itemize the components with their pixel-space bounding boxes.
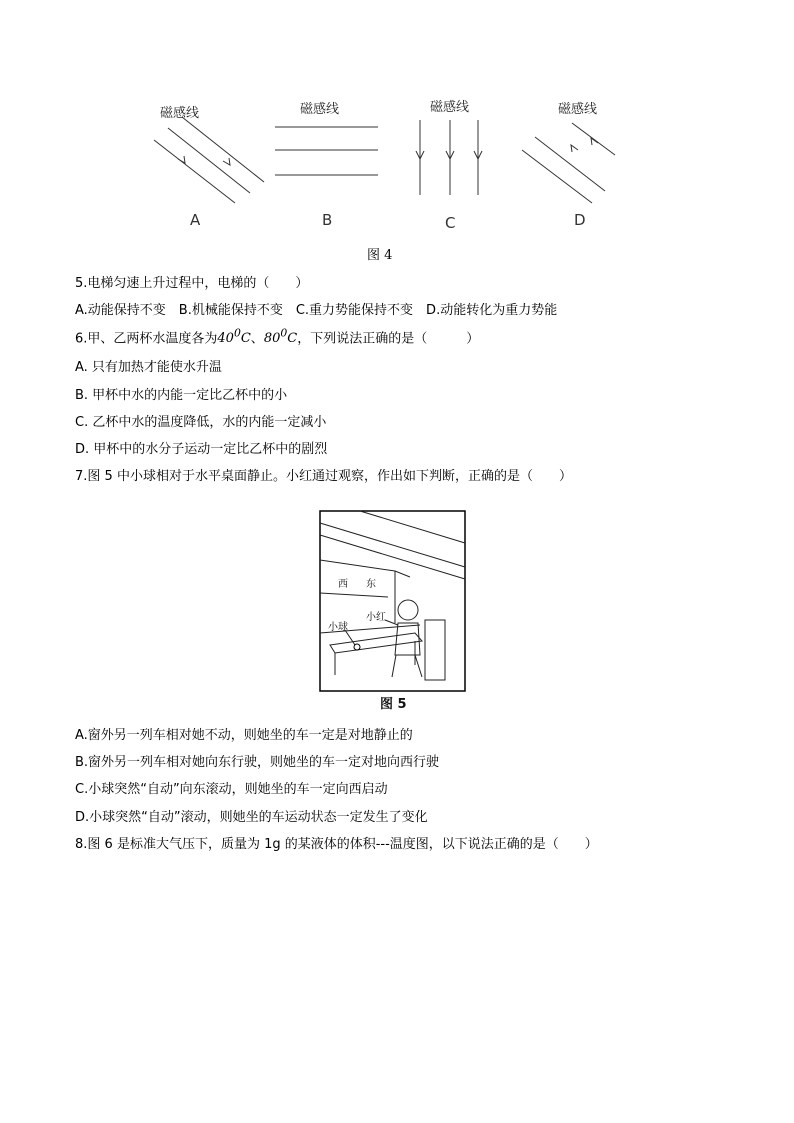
ball-label: 小球 [328, 622, 348, 633]
panel-a-label: 磁感线 [160, 106, 200, 121]
girl-body [395, 623, 420, 655]
q6-option-b: B. 甲杯中水的内能一定比乙杯中的小 [75, 388, 288, 403]
q6-temp-1: $40^0C$ [217, 327, 251, 347]
q6-temp-2: $80^0C$ [263, 327, 298, 347]
q8-stem: 8.图 6 是标准大气压下，质量为 1g 的某液体的体积---温度图，以下说法正确的是（ ） [75, 837, 598, 852]
q5-stem: 5.电梯匀速上升过程中，电梯的（ ） [75, 276, 309, 291]
q7-option-d: D.小球突然“自动”滚动，则她坐的车运动状态一定发生了变化 [75, 810, 428, 825]
figure-5-caption: 图 5 [380, 697, 407, 712]
figure-4 [140, 95, 640, 245]
q6-option-a: A. 只有加热才能使水升温 [75, 360, 222, 375]
girl-legs [392, 655, 422, 677]
table [330, 633, 422, 653]
panel-d-label: 磁感线 [558, 102, 598, 117]
panel-c-label: 磁感线 [430, 100, 470, 115]
q6-stem [75, 327, 479, 346]
panel-c-letter: C [445, 214, 456, 232]
girl-label: 小红 [366, 612, 386, 623]
girl-pointer [385, 620, 398, 625]
arrow-icon [223, 158, 230, 165]
ceiling-line [320, 523, 465, 567]
field-line [182, 117, 264, 182]
q7-stem: 7.图 5 中小球相对于水平桌面静止。小红通过观察，作出如下判断，正确的是（ ） [75, 469, 572, 484]
ball [354, 644, 360, 650]
west-label: 西 [338, 579, 348, 590]
seat [425, 620, 445, 680]
field-line [522, 150, 592, 203]
figure-4-caption: 图 4 [367, 248, 393, 263]
east-label: 东 [366, 579, 376, 590]
q6-option-c: C. 乙杯中水的温度降低，水的内能一定减小 [75, 415, 327, 430]
panel-d-letter: D [574, 211, 586, 229]
q6-stem-prefix: 6.甲、乙两杯水温度各为 [75, 331, 218, 347]
ceiling-line [320, 535, 465, 579]
q6-stem-suffix: ，下列说法正确的是（ ） [297, 331, 480, 347]
panel-b-label: 磁感线 [300, 102, 340, 117]
q7-option-b: B.窗外另一列车相对她向东行驶，则她坐的车一定对地向西行驶 [75, 755, 440, 770]
q7-option-a: A.窗外另一列车相对她不动，则她坐的车一定是对地静止的 [75, 728, 413, 743]
panel-b-letter: B [322, 211, 333, 229]
field-line [572, 123, 615, 155]
q6-option-d: D. 甲杯中的水分子运动一定比乙杯中的剧烈 [75, 442, 328, 457]
figure-5 [300, 505, 490, 715]
ceiling-line [360, 511, 465, 543]
figure-5-drawing [300, 505, 490, 715]
field-line [535, 137, 605, 191]
window-line [320, 593, 388, 597]
q6-separator: 、 [250, 331, 264, 347]
figure-5-frame [320, 511, 465, 691]
figure-4-drawing [140, 95, 640, 245]
window-line [320, 560, 410, 577]
arrow-icon [571, 145, 578, 152]
q5-options: A.动能保持不变 B.机械能保持不变 C.重力势能保持不变 D.动能转化为重力势能 [75, 303, 558, 318]
q7-option-c: C.小球突然“自动”向东滚动，则她坐的车一定向西启动 [75, 782, 388, 797]
panel-a-letter: A [190, 211, 201, 229]
girl-head [398, 600, 418, 620]
